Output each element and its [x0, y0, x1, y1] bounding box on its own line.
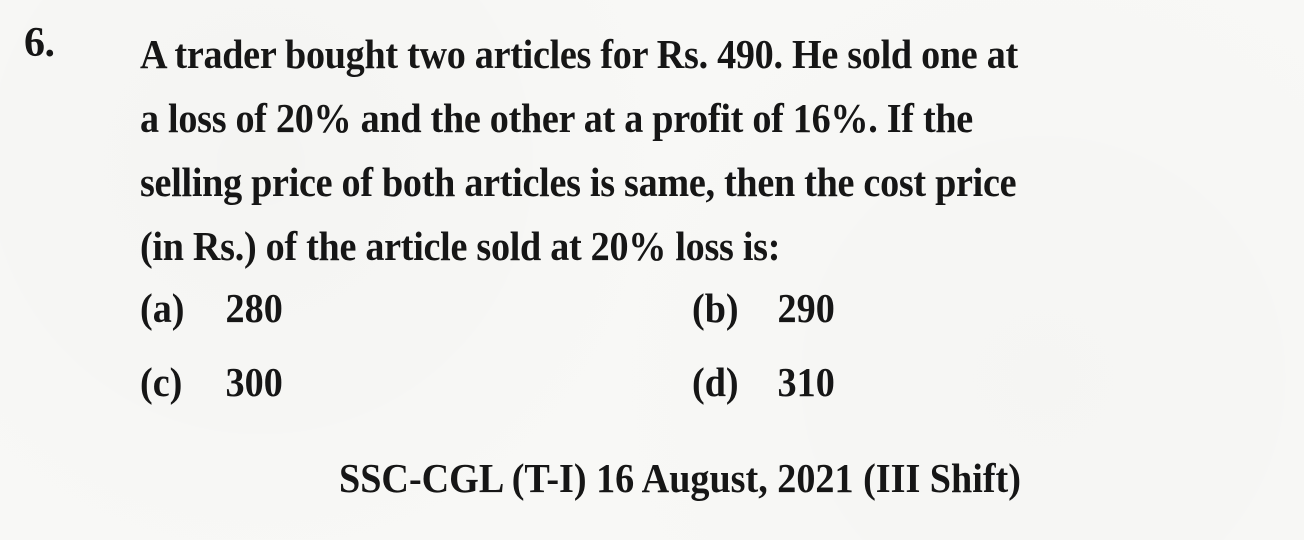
exam-source: SSC-CGL (T-I) 16 August, 2021 (III Shift) — [339, 455, 1021, 501]
option-label: (b) — [692, 285, 739, 331]
option-d — [692, 359, 835, 405]
option-c — [140, 359, 283, 405]
option-label: (c) — [140, 359, 183, 405]
option-value: 290 — [777, 285, 835, 331]
option-label: (d) — [692, 359, 739, 405]
option-b — [692, 285, 835, 331]
option-label: (a) — [140, 285, 185, 331]
option-value: 310 — [777, 359, 835, 405]
option-value: 280 — [225, 285, 283, 331]
question-text: A trader bought two articles for Rs. 490. He sold one at a loss of 20% and the other at a profit of 16%. If the selling price of both articles is same, then the cost price (in Rs.) of the article sold at 20% loss is: — [140, 31, 1018, 269]
question-number: 6. — [24, 20, 55, 66]
option-value: 300 — [225, 359, 283, 405]
option-a — [140, 285, 283, 331]
